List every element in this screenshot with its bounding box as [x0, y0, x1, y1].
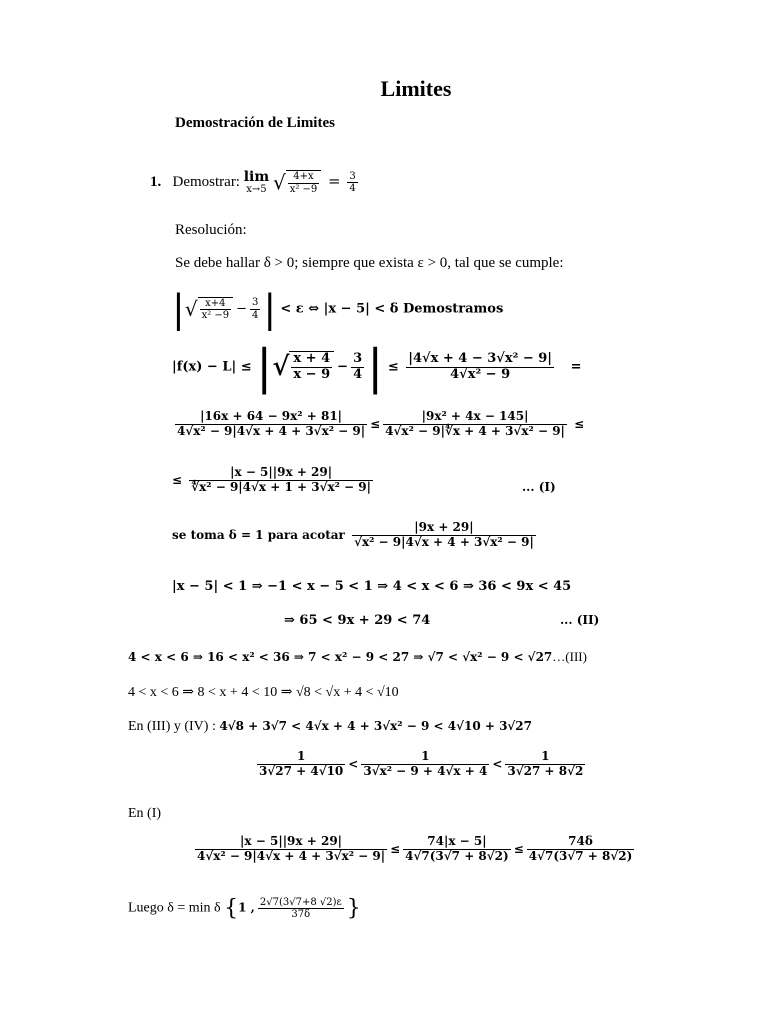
inequality-line-1: |√ $\frac{x+4}{\text{x² −9}}$ − $\frac{3}{4}$ | < ε ⇔ |x − 5| < δ Demostramos	[172, 287, 504, 331]
fraction-denominator: x² −9	[289, 183, 318, 195]
fraction-denominator: 4√x² − 9|∜x + 4 + 3√x² − 9|	[385, 423, 565, 438]
combined-label: En (III) y (IV) :	[128, 719, 216, 734]
fraction	[505, 750, 585, 779]
fraction-numerator: x+4	[205, 297, 226, 309]
equals-sign: =	[328, 171, 341, 190]
implication-line-3	[128, 649, 587, 665]
bound-text: se toma δ = 1 para acotar	[172, 527, 345, 542]
open-brace: {	[224, 896, 239, 921]
final-inequality	[192, 835, 637, 864]
implication-text: 4 < x < 6 ⇒ 16 < x² < 36 ⇒ 7 < x² − 9 < 27 ⇒ √7 < √x² − 9 < √27	[128, 650, 553, 664]
lt-sign: <	[492, 756, 503, 771]
fraction	[257, 750, 345, 779]
limit-operator	[244, 170, 269, 195]
inequality-line-2: |f(x) − L| ≤ |√ $\frac{x + 4}{x - 9}$ − $\frac{3}{4}$ | ≤ $\frac{\text{|4√x + 4 − 3√x² − 9|}}{\text{4√x² − 9}}$ =	[172, 339, 582, 395]
fraction-numerator: |x − 5||9x + 29|	[230, 465, 333, 479]
fraction-denominator: 4	[353, 366, 363, 382]
section-subtitle: Demostración de Limites	[175, 115, 335, 131]
fraction-denominator: √x² − 9|4√x + 4 + 3√x² − 9|	[354, 534, 534, 549]
fraction	[352, 521, 536, 550]
fraction-numerator: |16x + 64 − 9x² + 81|	[200, 409, 343, 423]
problem-number: 1.	[150, 173, 162, 190]
fraction-numerator: |4√x + 4 − 3√x² − 9|	[408, 350, 553, 366]
fraction-numerator: 4+x	[293, 171, 314, 182]
fraction	[383, 410, 567, 439]
fraction	[189, 466, 373, 495]
fraction-denominator: 4√x² − 9	[406, 367, 554, 383]
fraction-denominator: 4	[349, 183, 356, 194]
sqrt-fraction	[289, 351, 334, 383]
le-sign: ≤	[574, 416, 585, 431]
fraction-numerator: 1	[421, 749, 430, 763]
inequality-line-4	[172, 466, 376, 495]
fraction-denominator: 3√27 + 8√2	[507, 763, 584, 778]
conclusion-line	[128, 896, 361, 921]
fraction-numerator: |x − 5||9x + 29|	[240, 834, 343, 848]
fraction-denominator: 4√x² − 9|4√x + 4 + 3√x² − 9|	[177, 423, 366, 438]
rhs-fraction	[347, 171, 357, 195]
minus-sign: −	[337, 359, 349, 375]
equation-tag-i: ... (I)	[522, 480, 556, 494]
le-sign: ≤	[172, 472, 183, 487]
fraction-numerator: 1	[541, 749, 550, 763]
fraction-denominator: x² −9	[201, 310, 230, 321]
combined-line	[128, 719, 532, 735]
lt-sign: <	[348, 756, 359, 771]
bound-line	[172, 521, 539, 550]
fraction-numerator: x + 4	[293, 351, 331, 367]
fraction-numerator: 3	[349, 170, 356, 182]
reciprocal-line	[254, 750, 588, 779]
fraction	[175, 410, 367, 439]
sqrt-fraction	[286, 170, 322, 195]
fraction	[351, 352, 364, 383]
fraction-denominator: x − 9	[293, 367, 331, 382]
fraction	[403, 835, 511, 864]
le-sign: ≤	[370, 416, 381, 431]
fraction-numerator: 2√7(3√7+8 √2)ε	[259, 896, 342, 908]
fraction	[195, 835, 387, 864]
combined-expression: 4√8 + 3√7 < 4√x + 4 + 3√x² − 9 < 4√10 + 3√27	[219, 719, 533, 733]
fraction	[527, 835, 635, 864]
problem-statement: 1. Demostrar: lim x→5 √ $\frac{4+x}{\text{x² −9}}$ = $\frac{3}{4}$	[150, 169, 356, 195]
intro-text: Se debe hallar δ > 0; siempre que exista ε > 0, tal que se cumple:	[175, 255, 564, 271]
implication-line-1: |x − 5| < 1 ⇒ −1 < x − 5 < 1 ⇒ 4 < x < 6 ⇒ 36 < 9x < 45	[172, 579, 572, 594]
le-sign: ≤	[390, 841, 401, 856]
close-brace: }	[346, 896, 361, 921]
fraction-denominator: 4√7(3√7 + 8√2)	[405, 848, 509, 863]
fraction-denominator: 4√7(3√7 + 8√2)	[528, 848, 633, 863]
le-sign: ≤	[513, 841, 524, 856]
page-title: Limites	[380, 76, 452, 101]
fraction-denominator: 37δ	[258, 908, 344, 921]
lim-label: lim	[243, 169, 270, 185]
fraction	[361, 750, 489, 779]
fraction-numerator: 1	[296, 749, 306, 763]
fraction-numerator: 74δ	[568, 834, 593, 848]
fraction-denominator: 3√27 + 4√10	[259, 763, 344, 778]
fraction-numerator: 3	[252, 297, 259, 308]
fraction	[250, 297, 260, 321]
minus-sign: −	[236, 301, 248, 317]
lhs-text: |f(x) − L| ≤	[172, 359, 252, 375]
implication-line-2: ⇒ 65 < 9x + 29 < 74	[284, 613, 431, 628]
fraction-denominator: 4	[252, 309, 259, 321]
fraction-denominator: 3√x² − 9 + 4√x + 4	[363, 763, 488, 778]
fraction-denominator: ∜x² − 9|4√x + 1 + 3√x² − 9|	[191, 479, 372, 494]
problem-prompt: Demostrar:	[172, 173, 240, 190]
fraction-numerator: 3	[353, 350, 363, 366]
sqrt-fraction	[198, 297, 234, 322]
resolucion-label: Resolución:	[175, 222, 247, 238]
fraction-numerator: 74|x − 5|	[427, 834, 487, 848]
le-sign: ≤	[387, 359, 399, 375]
fraction-numerator: |9x² + 4x − 145|	[421, 409, 529, 423]
implication-line-4: 4 < x < 6 ⇒ 8 < x + 4 < 10 ⇒ √8 < √x + 4 < √10	[128, 685, 399, 700]
min-first-term: 1 ,	[238, 900, 255, 915]
equation-tag-ii: ... (II)	[560, 613, 600, 627]
fraction	[258, 897, 344, 921]
fraction	[406, 352, 554, 383]
fraction-denominator: 4√x² − 9|4√x + 4 + 3√x² − 9|	[197, 848, 386, 863]
en-i-label: En (I)	[128, 806, 162, 821]
lim-subscript: x→5	[246, 184, 267, 195]
inequality-line-3	[172, 410, 584, 439]
inequality-text: < ε ⇔ |x − 5| < δ Demostramos	[280, 301, 504, 317]
equals-sign: =	[570, 359, 582, 375]
fraction-numerator: |9x + 29|	[414, 520, 474, 534]
conclusion-label: Luego δ = min δ	[128, 900, 221, 916]
equation-tag-iii: …(III)	[552, 649, 587, 664]
